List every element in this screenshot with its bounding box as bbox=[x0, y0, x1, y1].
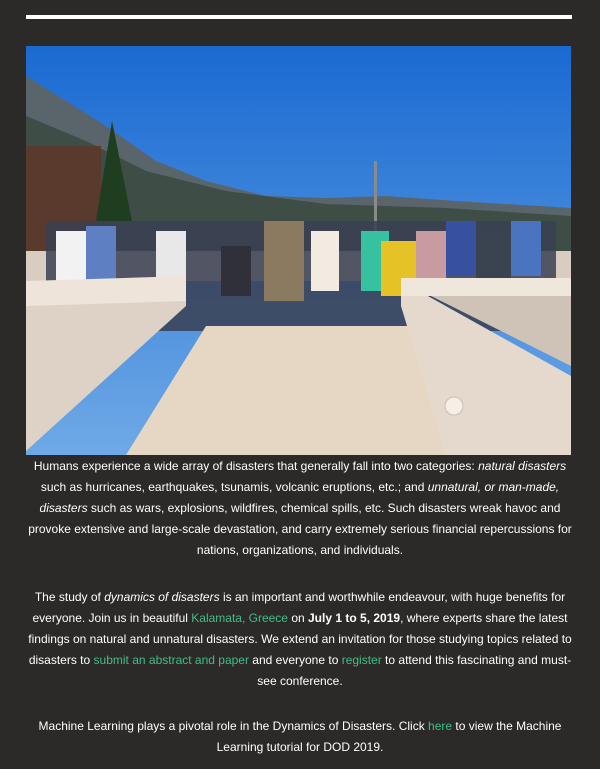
unnatural-disasters-text: unnatural, or man-made, disasters bbox=[39, 480, 560, 515]
natural-disasters-text: natural disasters bbox=[478, 459, 567, 473]
ml-paragraph: Machine Learning plays a pivotal role in the Dynamics of Disasters. Click here to view the Machine Learning tutorial for DOD 2019. bbox=[38, 719, 562, 754]
submit-abstract-link[interactable]: submit an abstract and paper bbox=[93, 653, 249, 667]
conference-dates: July 1 to 5, 2019 bbox=[308, 611, 401, 625]
group-photo bbox=[26, 46, 571, 455]
conference-paragraph: The study of dynamics of disasters is an important and worthwhile endeavour, with huge benefits for everyone. Join us in beautiful Kalamata, Greece on July 1 to 5, 2019, where experts share the latest findings on natural and unnatural disasters. We extend an invitation for those studying topics related to disasters to submit an abstract and paper and everyone to register to attend this fascinating and must-see conference. bbox=[28, 590, 572, 688]
dynamics-text: dynamics of disasters bbox=[104, 590, 220, 604]
location-link[interactable]: Kalamata, Greece bbox=[191, 611, 288, 625]
register-link[interactable]: register bbox=[341, 653, 382, 667]
intro-paragraph: Humans experience a wide array of disasters that generally fall into two categories: natural disasters such as hurricanes, earthquakes, tsunamis, volcanic eruptions, etc.; and unnatural, or man-made, disasters such as wars, explosions, wildfires, chemical spills, etc. Such disasters wreak havoc and provoke extensive and large-scale devastation, and carry extremely serious financial repercussions for nations, organizations, and individuals. bbox=[28, 459, 572, 557]
tutorial-here-link[interactable]: here bbox=[428, 719, 453, 733]
top-divider bbox=[26, 15, 572, 19]
